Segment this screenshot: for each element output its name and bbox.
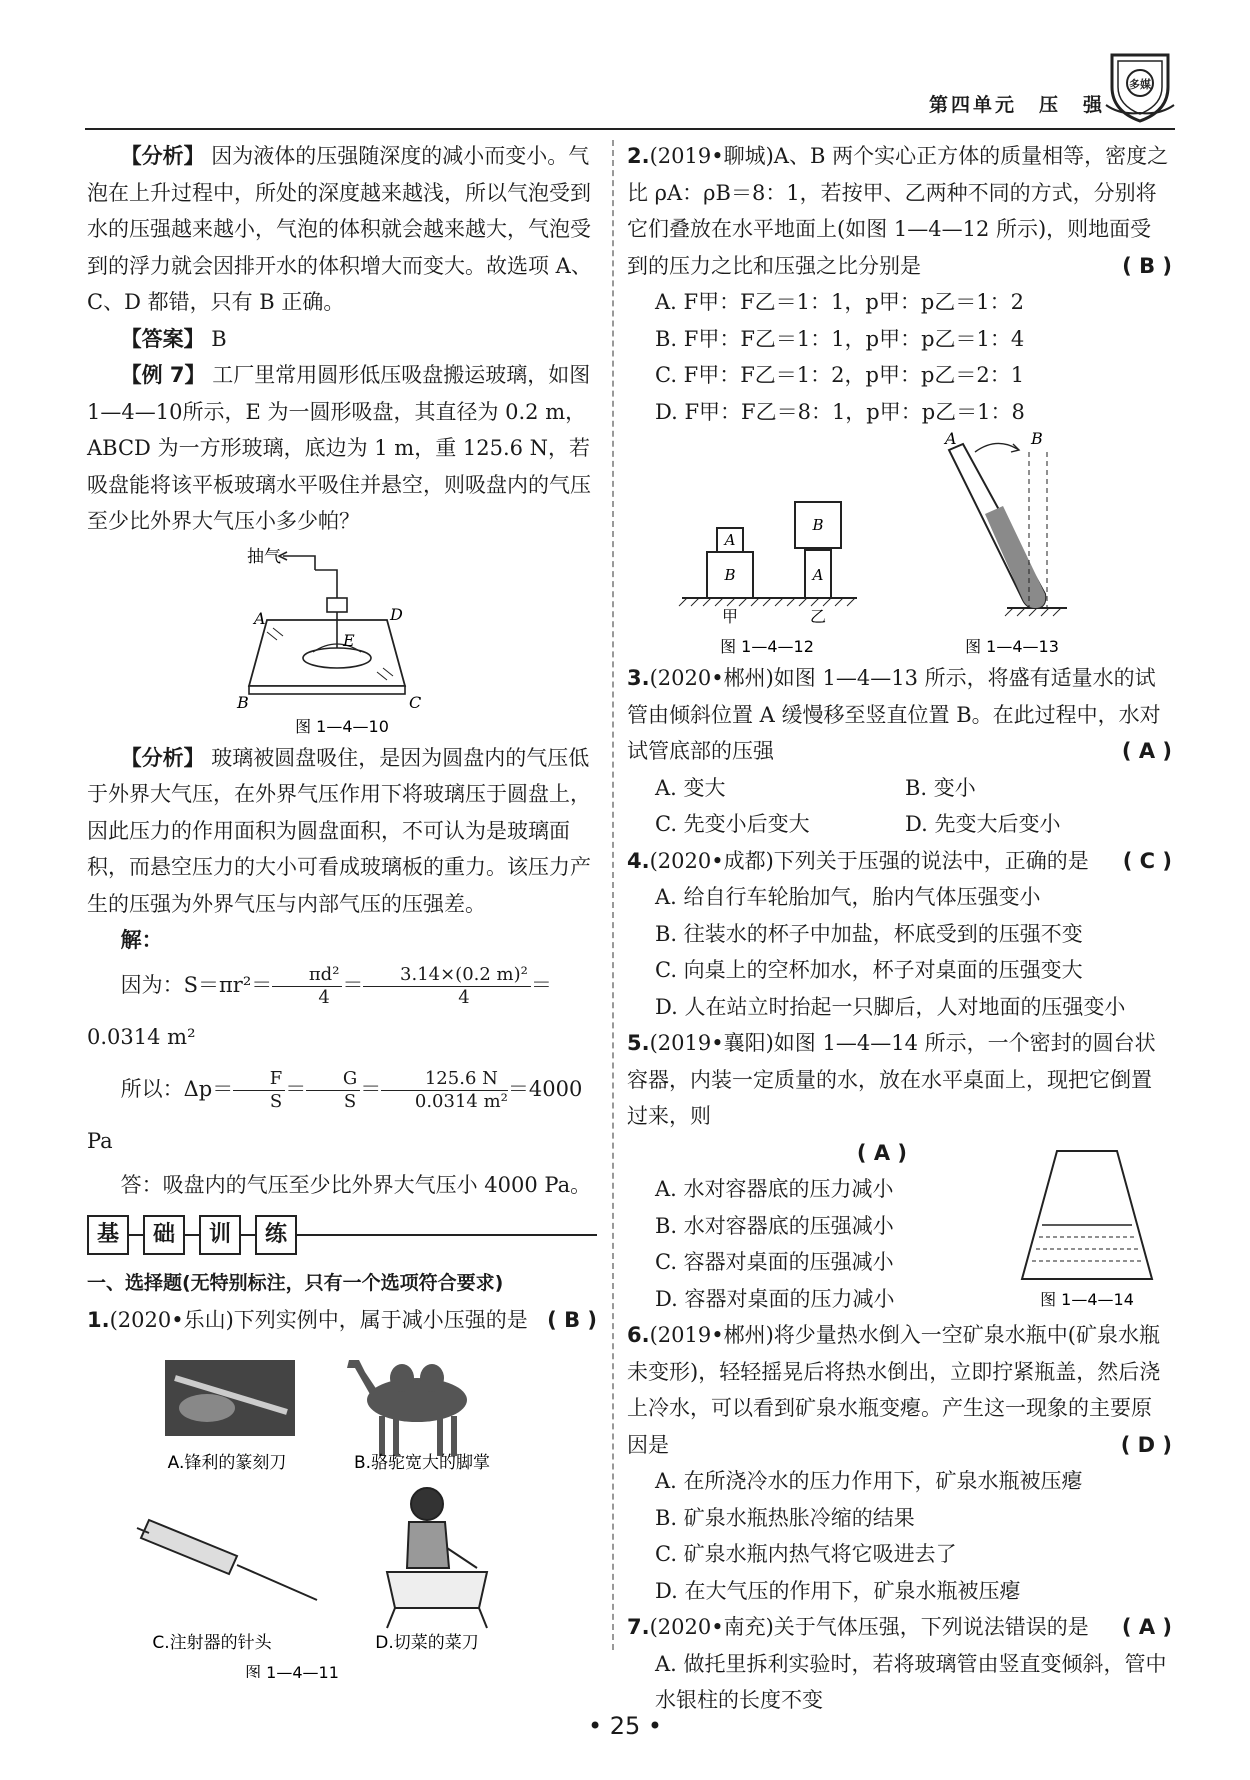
question-5: 5.(2019•襄阳)如图 1—4—14 所示，一个密封的圆台状容器，内装一定质量的水，放在水平桌面上，现把它倒置过来，则 (627, 1031, 1156, 1128)
analysis-1: 【分析】 因为液体的压强随深度的减小而变小。气泡在上升过程中，所处的深度越来越浅，所以气泡受到水的压强越来越小，气泡的体积就会越来越大，气泡受到的浮力就会因排开水的体积增大而变大。故选项 A、C、D 都错，只有 B 正确。 (87, 144, 592, 314)
question-7: 7.(2020•南充)关于气体压强，下列说法错误的是 ( A ) (627, 1609, 1172, 1646)
q5-answer-line (627, 1135, 947, 1172)
header-rule (85, 128, 1175, 130)
q1-option-b: B.骆驼宽大的脚掌 (353, 1453, 491, 1473)
q7-answer: ( A ) (1121, 1615, 1172, 1639)
question-6: 6.(2019•郴州)将少量热水倒入一空矿泉水瓶中(矿泉水瓶未变形)，轻轻摇晃后将热水倒出，立即拧紧瓶盖，然后浇上冷水，可以看到矿泉水瓶变瘪。产生这一现象的主要原因是 ( D ) (627, 1317, 1172, 1463)
suction-cup-diagram (87, 540, 597, 740)
final-answer: 答：吸盘内的气压至少比外界大气压小 4000 Pa。 (120, 1172, 592, 1197)
ground-hatch (679, 598, 855, 606)
fig10-label-b: B (237, 692, 249, 712)
fraction: $\frac{\text{πd²}}{4}$ (272, 964, 342, 1009)
right-column (627, 138, 1172, 1719)
q2-option: A. F甲：F乙＝1：1，p甲：p乙＝1：2 (655, 290, 1024, 314)
q3-answer: ( A ) (1121, 739, 1172, 763)
math-line-2: 所以：Δp＝ $\frac{F}{S}$ ＝ $\frac{G}{S}$ ＝ $\frac{125.6 N}{\text{0.0314 m²}}$ ＝4000 Pa (87, 1067, 583, 1153)
fig10-caption: 图 1—4—10 (295, 716, 389, 736)
fig10-label-d: D (390, 604, 403, 624)
solution-label: 解： (120, 928, 163, 952)
question-4: 4.(2020•成都)下列关于压强的说法中，正确的是 ( C ) (627, 843, 1172, 880)
q6-option: B. 矿泉水瓶热胀冷缩的结果 (655, 1505, 915, 1530)
fig10-label-c: C (409, 692, 422, 712)
publisher-logo-icon (1100, 45, 1180, 125)
figure-1-4-10 (87, 540, 597, 740)
q2-option: C. F甲：F乙＝1：2，p甲：p乙＝2：1 (655, 363, 1025, 387)
question-3: 3.(2020•郴州)如图 1—4—13 所示，将盛有适量水的试管由倾斜位置 A 缓慢移至竖直位置 B。在此过程中，水对试管底部的压强 ( A ) (627, 660, 1172, 770)
fraction: $\frac{125.6 N}{\text{0.0314 m²}}$ (381, 1068, 508, 1113)
banner-char: 训 (199, 1215, 241, 1255)
q4-option: D. 人在站立时抬起一只脚后，人对地面的压强变小 (655, 994, 1126, 1019)
q1-option-c: C.注射器的针头 (152, 1633, 272, 1653)
figure-1-4-11 (87, 1338, 597, 1678)
q6-answer: ( D ) (1120, 1432, 1172, 1457)
tube-label-b: B (1031, 430, 1043, 448)
pressure-examples-illustration (87, 1338, 597, 1678)
frustum-container-figure (1012, 1141, 1162, 1311)
q6-option: C. 矿泉水瓶内热气将它吸进去了 (655, 1542, 957, 1566)
analysis-2: 【分析】 玻璃被圆盘吸住，是因为圆盘内的气压低于外界大气压，在外界气压作用下将玻璃压于圆盘上，因此压力的作用面积为圆盘面积，不可认为是玻璃面积，而悬空压力的大小可看成玻璃板的重力。该压力产生的压强为外界气压与内部气压的压强差。 (87, 745, 591, 916)
fig12-caption: 图 1—4—12 (720, 637, 814, 656)
svg-text:多媒: 多媒 (1129, 78, 1151, 91)
label-yi: 乙 (809, 607, 827, 626)
answer-1: 【答案】 B (120, 326, 227, 351)
svg-text:B: B (812, 516, 824, 534)
q5-answer: ( A ) (856, 1140, 907, 1165)
water-fill (985, 506, 1045, 608)
q4-option: C. 向桌上的空杯加水，杯子对桌面的压强变大 (655, 958, 1083, 982)
q7-option: A. 做托里拆利实验时，若将玻璃管由竖直变倾斜，管中水银柱的长度不变 (655, 1651, 1167, 1712)
fraction: $\frac{F}{S}$ (233, 1068, 285, 1113)
svg-text:A: A (724, 531, 736, 549)
fraction: $\frac{G}{S}$ (306, 1068, 360, 1113)
q6-option: D. 在大气压的作用下，矿泉水瓶被压瘪 (655, 1578, 1021, 1603)
banner-char: 练 (255, 1215, 297, 1255)
syringe-icon (137, 1520, 317, 1600)
question-2: 2.(2019•聊城)A、B 两个实心正方体的质量相等，密度之比 ρA：ρB＝8：1，若按甲、乙两种不同的方式，分别将它们叠放在水平地面上(如图 1—4—12 所示)，则地面受到的压力之比和压强之比分别是 ( B ) (627, 138, 1172, 284)
q2-option: B. F甲：F乙＝1：1，p甲：p乙＝1：4 (655, 326, 1025, 351)
fig10-label-a: A (254, 608, 266, 628)
fraction: $\frac{\text{3.14×(0.2 m)²}}{4}$ (363, 964, 530, 1009)
tube-label-a: A (945, 430, 957, 448)
fig13-caption: 图 1—4—13 (965, 637, 1059, 656)
fig14-caption: 图 1—4—14 (1040, 1289, 1134, 1309)
q3-options-row-2: C. 先变小后变大 D. 先变大后变小 (655, 812, 1061, 836)
q2-answer: ( B ) (1122, 253, 1172, 278)
label-jia: 甲 (721, 607, 739, 626)
q4-answer: ( C ) (1122, 848, 1172, 873)
fig10-label-e: E (343, 630, 355, 650)
unit-title: 第四单元 压 强 (928, 94, 1105, 116)
figures-12-13 (627, 430, 1172, 660)
section-banner (87, 1215, 597, 1255)
question-1: 1.(2020•乐山)下列实例中，属于减小压强的是 ( B ) (87, 1302, 597, 1339)
q2-option: D. F甲：F乙＝8：1，p甲：p乙＝1：8 (655, 399, 1025, 424)
q5-option: C. 容器对桌面的压强减小 (655, 1250, 894, 1274)
q1-answer: ( B ) (547, 1307, 597, 1332)
column-divider (612, 140, 614, 1650)
q1-option-d: D.切菜的菜刀 (375, 1633, 479, 1653)
math-line-1: 因为：S＝πr²＝ $\frac{\text{πd²}}{4}$ ＝ $\frac{\text{3.14×(0.2 m)²}}{4}$ ＝0.0314 m² (87, 963, 552, 1049)
pump-label: 抽气 (247, 546, 281, 567)
section-1-title: 一、选择题(无特别标注，只有一个选项符合要求) (87, 1272, 504, 1294)
banner-char: 基 (87, 1215, 129, 1255)
banner-char: 础 (143, 1215, 185, 1255)
q4-option: A. 给自行车轮胎加气，胎内气体压强变小 (655, 885, 1041, 909)
carving-knife-photo (165, 1360, 295, 1436)
q5-option: D. 容器对桌面的压力减小 (655, 1286, 895, 1311)
svg-text:A: A (812, 566, 824, 584)
page-number: • 25 • (587, 1712, 663, 1740)
svg-text:B: B (724, 566, 736, 584)
q3-options-row-1: A. 变大 B. 变小 (655, 775, 976, 800)
stacked-cubes-and-test-tube (627, 430, 1172, 660)
q1-option-a: A.锋利的篆刻刀 (167, 1453, 287, 1473)
person-cutting-vegetables-icon (387, 1488, 487, 1628)
q6-option: A. 在所浇冷水的压力作用下，矿泉水瓶被压瘪 (655, 1469, 1083, 1493)
q5-body (627, 1135, 1172, 1318)
left-column (87, 138, 597, 1678)
q5-option: B. 水对容器底的压强减小 (655, 1213, 894, 1238)
example-7: 【例 7】 工厂里常用圆形低压吸盘搬运玻璃，如图 1—4—10所示，E 为一圆形吸盘，其直径为 0.2 m，ABCD 为一方形玻璃，底边为 1 m，重 125.6 N，若吸盘能将该平板玻璃水平吸住并悬空，则吸盘内的气压至少比外界大气压小多少帕？ (87, 363, 591, 533)
fig11-caption: 图 1—4—11 (245, 1663, 339, 1678)
camel-icon (347, 1360, 467, 1456)
q5-option: A. 水对容器底的压力减小 (655, 1177, 894, 1201)
q4-option: B. 往装水的杯子中加盐，杯底受到的压强不变 (655, 921, 1083, 946)
